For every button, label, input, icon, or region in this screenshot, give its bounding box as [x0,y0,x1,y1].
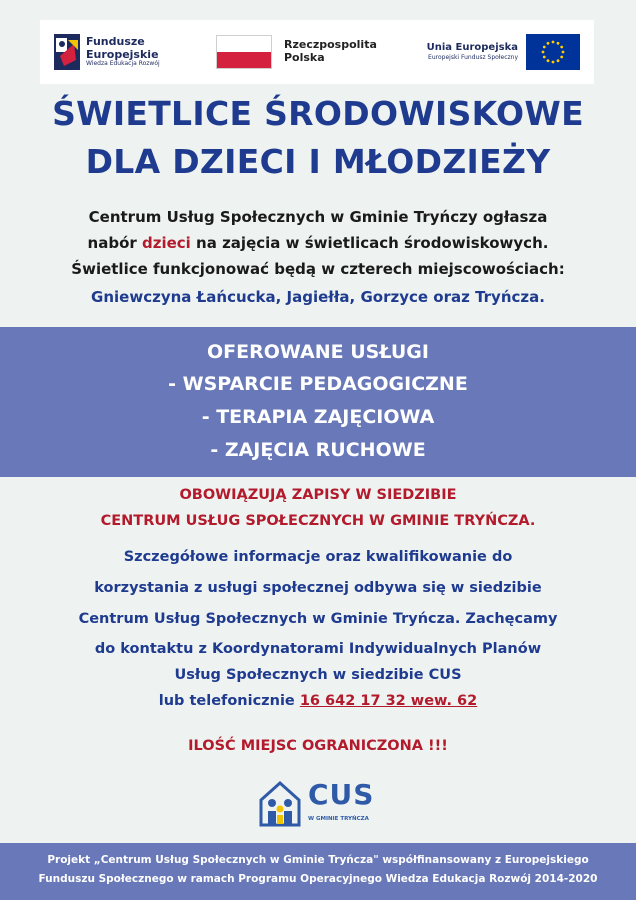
footer-band [0,843,636,900]
limited-notice: ILOŚĆ MIEJSC OGRANICZONA !!! [188,738,448,754]
rzeczpospolita-logo [216,20,377,84]
cus-logo-subtitle: W GMINIE TRYŃCZA [308,816,369,822]
intro-line2-post: na zajęcia w świetlicach środowiskowych. [190,234,549,252]
logo-bar [40,20,594,84]
ue-line1: Unia Europejska [426,42,518,54]
pl-line1: Rzeczpospolita [284,38,377,52]
registration-line2: CENTRUM USŁUG SPOŁECZNYCH W GMINIE TRYŃCZA. [100,513,536,529]
services-band [0,327,636,477]
fe-line3: Wiedza Edukacja Rozwój [86,60,160,68]
intro-line4: Gniewczyna Łańcucka, Jagiełła, Gorzyce oraz Tryńcza. [91,288,545,306]
intro-line3: Świetlice funkcjonować będą w czterech miejscowościach: [71,260,565,278]
fe-logo-icon [54,34,80,70]
intro-line2 [0,234,636,252]
footer-line2: Funduszu Społecznego w ramach Programu Operacyjnego Wiedza Edukacja Rozwój 2014-2020 [38,873,598,885]
intro-line1: Centrum Usług Społecznych w Gminie Tryńczy ogłasza [88,208,548,226]
unia-europejska-logo [427,20,580,84]
info-line: korzystania z usługi społecznej odbywa się w siedzibie [94,580,542,596]
footer-line1: Projekt „Centrum Usług Społecznych w Gminie Tryńcza" współfinansowany z Europejskiego [47,854,589,866]
fe-line2: Europejskie [86,47,159,61]
service-item: - WSPARCIE PEDAGOGICZNE [168,373,468,395]
phone-line [0,693,636,709]
title-line1: ŚWIETLICE ŚRODOWISKOWE [52,94,584,133]
polish-flag-icon [216,35,272,69]
fe-line1: Fundusze [86,34,145,48]
intro-highlight: dzieci [142,234,191,252]
fundusze-europejskie-logo [54,20,160,84]
eu-flag-icon [526,34,580,70]
ue-line2: Europejski Fundusz Społeczny [428,54,518,62]
registration-line1: OBOWIĄZUJĄ ZAPISY W SIEDZIBIE [179,487,457,503]
pl-line2: Polska [284,51,325,64]
title-line2: DLA DZIECI I MŁODZIEŻY [85,142,551,181]
service-item: - TERAPIA ZAJĘCIOWA [201,406,435,428]
cus-house-icon [258,778,302,828]
service-item: - ZAJĘCIA RUCHOWE [210,439,426,461]
phone-link[interactable]: 16 642 17 32 wew. 62 [299,693,478,709]
info-line: Centrum Usług Społecznych w Gminie Tryńcza. Zachęcamy [78,611,558,627]
cus-logo [258,778,382,832]
cus-logo-text: CUS [308,778,375,811]
intro-line2-pre: nabór [87,234,142,252]
info-line: Szczegółowe informacje oraz kwalifikowanie do [123,549,513,565]
info-line: Usług Społecznych w siedzibie CUS [174,667,462,683]
info-line: do kontaktu z Koordynatorami Indywidualnych Planów [94,641,542,657]
services-heading: OFEROWANE USŁUGI [207,341,429,363]
phone-prefix: lub telefonicznie [158,693,300,709]
